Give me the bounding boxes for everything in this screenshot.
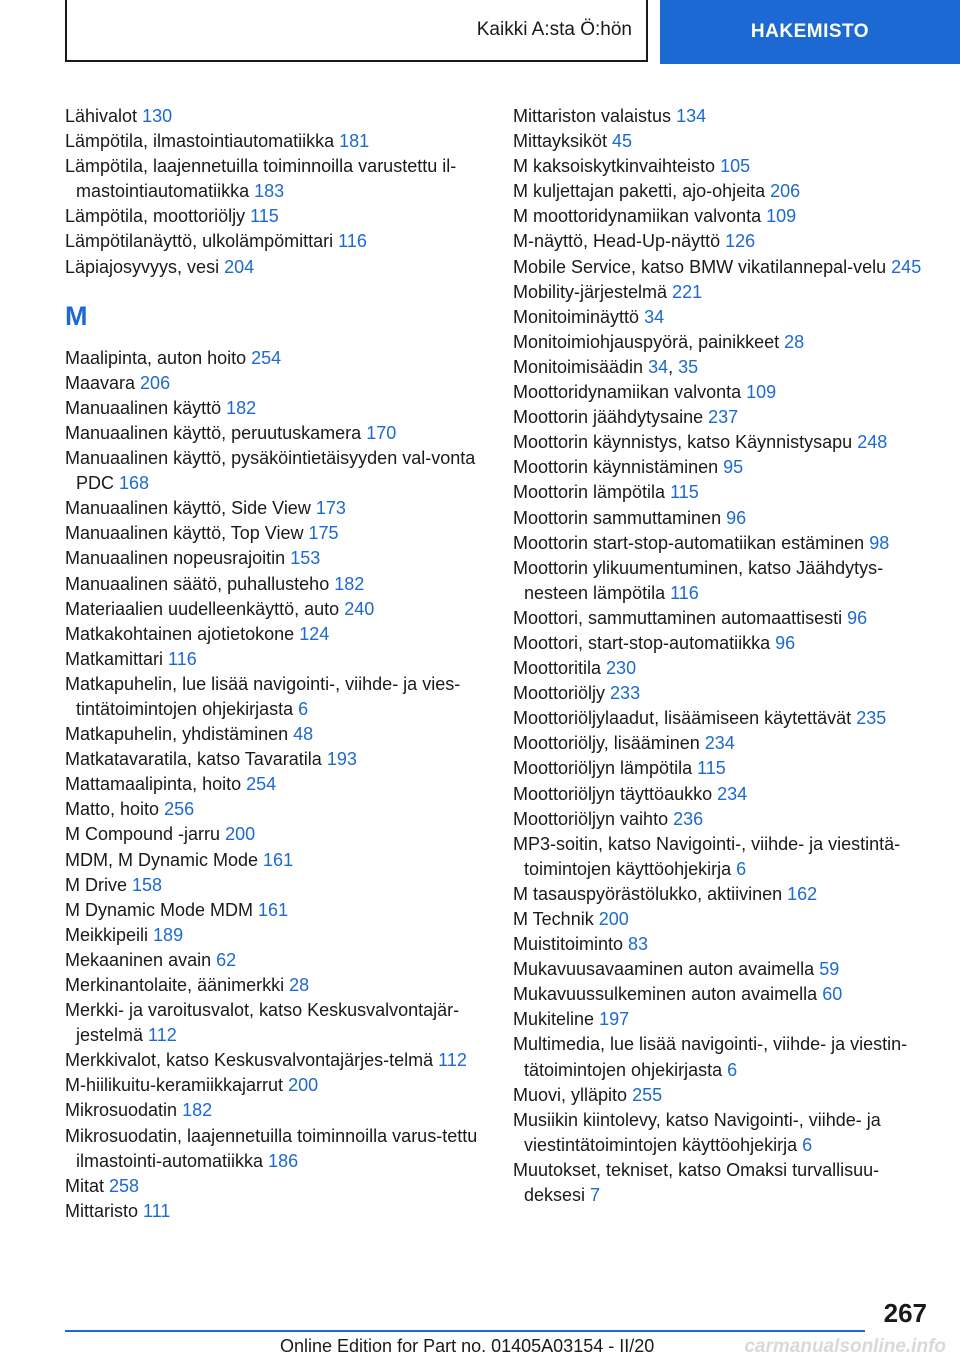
page-link[interactable]: 34 [644,306,665,327]
index-entry [65,371,495,396]
index-entry [513,1083,933,1108]
entry-text: Moottoriöljy [513,683,606,704]
page-link[interactable]: 96 [847,607,868,628]
page-link[interactable]: 34 [648,356,669,377]
entry-text: Moottoriöljyn täyttöaukko [513,783,713,804]
index-entry [65,446,495,496]
index-entry [513,556,933,606]
index-entry [65,204,495,229]
page-link[interactable]: 6 [727,1059,738,1080]
entry-text: Moottori, sammuttaminen automaattisesti [513,607,843,628]
entry-text: Matto, hoito [65,799,160,820]
index-entry [65,1124,495,1174]
entry-text: Moottoritila [513,658,602,679]
page-link[interactable]: 233 [610,683,641,704]
entry-text: Merkkivalot, katso Keskusvalvontajärjes-telmä [65,1050,434,1071]
page-link[interactable]: 204 [224,256,255,277]
page-link[interactable]: 235 [856,708,887,729]
index-entry [513,606,933,631]
entry-text: Maalipinta, auton hoito [65,347,247,368]
index-entry [65,998,495,1048]
page-link[interactable]: 206 [770,181,801,202]
entry-text: Muutokset, tekniset, katso Omaksi turvallisuu-deksesi [513,1159,880,1206]
index-entry [513,932,933,957]
entry-text: Manuaalinen käyttö, Side View [65,498,311,519]
entry-text: Mekaaninen avain [65,949,212,970]
index-entry [513,882,933,907]
page-link[interactable]: 183 [254,181,285,202]
page-link[interactable]: 245 [891,256,922,277]
page-link[interactable]: 116 [168,648,197,669]
page-link[interactable]: 45 [612,131,633,152]
page-link[interactable]: 248 [857,432,888,453]
page-link[interactable]: 126 [725,231,756,252]
section-entries [513,104,933,1208]
tab-a-to-o[interactable]: Kaikki A:sta Ö:hön [65,0,648,62]
index-entry [513,982,933,1007]
entry-text: Manuaalinen käyttö, peruutuskamera [65,422,362,443]
page-link[interactable]: 48 [293,724,314,745]
entry-text: Manuaalinen säätö, puhallusteho [65,573,330,594]
page-link[interactable]: 200 [598,909,629,929]
page-link[interactable]: 28 [289,975,310,995]
page-link[interactable]: 234 [717,783,748,804]
page-link[interactable]: 182 [334,573,365,594]
page-link[interactable]: 28 [784,331,805,352]
entry-text: M moottoridynamiikan valvonta [513,206,762,227]
entry-text: Lämpötila, ilmastointiautomatiikka [65,131,335,152]
page-link[interactable]: 111 [143,1200,171,1221]
index-entry [65,1073,495,1098]
page-link[interactable]: 162 [787,883,818,904]
index-entry [65,647,495,672]
page-link[interactable]: 182 [226,397,257,418]
entry-text: Merkinantolaite, äänimerkki [65,975,285,995]
index-entry [65,572,495,597]
page-link[interactable]: 161 [263,849,294,870]
index-entry [65,622,495,647]
entry-text: Manuaalinen käyttö, Top View [65,523,304,544]
page-link[interactable]: 221 [672,281,703,302]
index-entry [513,380,933,405]
index-entry [513,1108,933,1158]
entry-text: Merkki- ja varoitusvalot, katso Keskusvalvontajär-jestelmä [65,1000,460,1046]
index-entry [65,229,495,254]
page-link[interactable]: 62 [216,949,237,970]
entry-text: Mitat [65,1175,105,1196]
entry-text: Läpiajosyvyys, vesi [65,256,220,277]
entry-text: M kuljettajan paketti, ajo-ohjeita [513,181,766,202]
index-entry: Monitoimisäädin 34, 35 [513,356,699,377]
entry-text: Moottorin ylikuumentuminen, katso Jäähdytys-nesteen lämpötila [513,557,884,603]
page-link[interactable]: 255 [632,1084,663,1105]
index-entry [513,782,933,807]
page-link[interactable]: 115 [697,758,726,779]
index-entry [513,681,933,706]
page-link[interactable]: 258 [109,1175,140,1196]
page-link[interactable]: 59 [819,959,840,980]
page-link[interactable]: 189 [153,924,184,945]
index-entry [513,731,933,756]
index-entry [513,756,933,781]
index-entry [65,822,495,847]
entry-text: Mikrosuodatin [65,1100,178,1121]
page-link[interactable]: 6 [736,858,747,879]
page-link[interactable]: 105 [720,156,751,177]
page-link[interactable]: 112 [148,1025,177,1046]
entry-text: Moottoriöljyn lämpötila [513,758,693,779]
entry-text: Mobile Service, katso BMW vikatilannepal-velu [513,256,887,277]
entry-text: Lämpötila, laajennetuilla toiminnoilla varustettu il-mastointiautomatiikka [65,156,457,202]
entry-text: Lämpötila, moottoriöljy [65,206,246,227]
index-entry [513,706,933,731]
page-link[interactable]: 234 [704,733,735,754]
page-link[interactable]: 158 [132,874,163,895]
entry-text: MP3-soitin, katso Navigointi-, viihde- ja viestintä-toimintojen käyttöohjekirja [513,833,901,879]
index-entry [513,305,933,330]
page-link[interactable]: 116 [338,231,367,252]
index-entry [513,907,933,932]
entry-text: Mobility-järjestelmä [513,281,668,302]
entry-text: MDM, M Dynamic Mode [65,849,259,870]
index-entry [513,832,933,882]
page-link[interactable]: 115 [250,206,279,227]
page-link[interactable]: 254 [251,347,282,368]
entry-text: Lähivalot [65,106,138,126]
page-link[interactable]: 170 [366,422,397,443]
page-link[interactable]: 35 [678,356,699,377]
entry-text: Matkatavaratila, katso Tavaratila [65,749,322,770]
index-entry [65,421,495,446]
page-link[interactable]: 173 [315,498,346,519]
entry-text: Mattamaalipinta, hoito [65,774,242,795]
page-link[interactable]: 237 [708,407,739,428]
header-tabs [65,0,960,64]
index-entry [65,1174,495,1199]
index-entry [65,923,495,948]
entry-text: Manuaalinen käyttö [65,397,222,418]
entry-text: Mukavuusavaaminen auton avaimella [513,959,815,980]
page-link[interactable]: 134 [676,106,707,126]
index-entry [513,506,933,531]
page-link[interactable]: 60 [822,984,843,1005]
index-entry [65,722,495,747]
entry-text: Muovi, ylläpito [513,1084,628,1105]
index-entry [513,255,933,280]
index-entry [513,957,933,982]
entry-text: Lämpötilanäyttö, ulkolämpömittari [65,231,334,252]
page-link[interactable]: 256 [164,799,195,820]
entry-text: Moottorin käynnistäminen [513,457,719,478]
entry-text: Matkamittari [65,648,164,669]
index-entry [513,480,933,505]
entry-text: M Drive [65,874,127,895]
index-entry [65,747,495,772]
page-link[interactable]: 6 [298,698,309,719]
page-link[interactable]: 200 [225,824,256,845]
index-entry [513,455,933,480]
entry-text: Mukiteline [513,1009,595,1030]
index-entry [513,1158,933,1208]
entry-text: M-hiilikuitu-keramiikkajarrut [65,1075,284,1096]
index-entry [65,546,495,571]
page-link[interactable]: 230 [606,658,637,679]
page-link[interactable]: 96 [775,632,796,653]
page-link[interactable]: 130 [142,106,173,126]
page-link[interactable]: 193 [326,749,357,770]
entry-text: Moottoriöljyn vaihto [513,808,669,829]
index-entry [65,496,495,521]
page-link[interactable]: 109 [746,382,777,403]
page-link[interactable]: 98 [869,532,890,553]
entry-text: Moottorin sammuttaminen [513,507,722,528]
page-link[interactable]: 96 [726,507,747,528]
page-number: 267 [883,1298,927,1328]
entry-text: M Dynamic Mode MDM [65,899,254,920]
index-entry [65,1199,495,1224]
index-entry [65,948,495,973]
page-link[interactable]: 186 [268,1150,299,1171]
page-link[interactable]: 109 [766,206,797,227]
index-entry [65,346,495,371]
entry-text: Moottorin käynnistys, katso Käynnistysapu [513,432,853,453]
index-entry [513,807,933,832]
entry-text: Mikrosuodatin, laajennetuilla toiminnoilla varus-tettu ilmastointi-automatiikka [65,1125,478,1171]
index-entry [513,1007,933,1032]
entry-text: Materiaalien uudelleenkäyttö, auto [65,598,340,619]
index-entry [513,229,933,254]
entry-text: M kaksoiskytkinvaihteisto [513,156,716,177]
page-link[interactable]: 83 [628,934,649,955]
edition-text: Online Edition for Part no. 01405A03154 - II/20 [280,1336,655,1356]
entry-text: Monitoimiohjauspyörä, painikkeet [513,331,780,352]
page-link[interactable]: 115 [670,482,699,503]
index-entry [513,631,933,656]
entry-text: Matkapuhelin, yhdistäminen [65,724,289,745]
index-entry [65,255,495,280]
index-entry [513,154,933,179]
entry-text: Multimedia, lue lisää navigointi-, viihde- ja viestin-tätoimintojen ohjekirjasta [513,1034,908,1080]
entry-text: M Technik [513,909,594,929]
index-entry [513,430,933,455]
index-column-right [513,104,933,1208]
entry-text: Moottorin start-stop-automatiikan estäminen [513,532,865,553]
entry-text: Moottoriöljy, lisääminen [513,733,700,754]
entry-text: M Compound -jarru [65,824,221,845]
entry-text: M-näyttö, Head-Up-näyttö [513,231,721,252]
index-entry [65,1098,495,1123]
entry-text: Manuaalinen nopeusrajoitin [65,548,286,569]
page-link[interactable]: 168 [119,473,150,494]
index-entry [513,179,933,204]
entry-text: Monitoiminäyttö [513,306,640,327]
page-link[interactable]: 197 [599,1009,630,1030]
pre-section-entries [65,104,495,280]
index-entry [65,973,495,998]
entry-text: Mittayksiköt [513,131,608,152]
index-entry [513,280,933,305]
page-link[interactable]: 206 [140,372,171,393]
page-link[interactable]: 181 [339,131,370,152]
index-entry [65,797,495,822]
entry-text: Matkapuhelin, lue lisää navigointi-, viihde- ja vies-tintätoimintojen ohjekirjasta [65,673,461,719]
index-entry [65,772,495,797]
page-link[interactable]: 161 [258,899,289,920]
entry-text: Meikkipeili [65,924,149,945]
entry-text: Moottorin jäähdytysaine [513,407,704,428]
page-link[interactable]: 175 [308,523,339,544]
page-link[interactable]: 153 [290,548,321,569]
page-link[interactable]: 95 [723,457,744,478]
page-link[interactable]: 200 [288,1075,319,1096]
entry-text: M tasauspyörästölukko, aktiivinen [513,883,783,904]
index-entry [65,104,495,129]
index-entry [513,531,933,556]
entry-text: Moottorin lämpötila [513,482,666,503]
entry-text: Mittariston valaistus [513,106,672,126]
index-entry [513,204,933,229]
entry-text: Moottoriöljylaadut, lisäämiseen käytettävät [513,708,852,729]
page-link[interactable]: 7 [590,1185,601,1206]
entry-text: Musiikin kiintolevy, katso Navigointi-, viihde- ja viestintätoimintojen käyttöohjekirja [513,1109,881,1155]
index-entry [65,848,495,873]
index-entry [65,1048,495,1073]
section-entries [65,346,495,1224]
entry-text: Muistitoiminto [513,934,624,955]
index-entry [65,873,495,898]
page-link[interactable]: 112 [438,1050,467,1071]
index-entry [65,597,495,622]
index-entry [513,330,933,355]
index-entry [513,656,933,681]
index-entry [65,154,495,204]
tab-index[interactable]: HAKEMISTO [660,0,960,64]
entry-text: Moottori, start-stop-automatiikka [513,632,771,653]
index-entry [513,1032,933,1082]
page-link[interactable]: 254 [246,774,277,795]
index-entry [65,129,495,154]
entry-text: Matkakohtainen ajotietokone [65,623,295,644]
index-entry [513,405,933,430]
entry-text: Moottoridynamiikan valvonta [513,382,742,403]
page-link[interactable]: 182 [182,1100,213,1121]
index-entry [513,129,933,154]
section-letter: M [65,300,88,331]
page-link[interactable]: 6 [802,1134,813,1155]
index-entry [65,521,495,546]
entry-text: Mukavuussulkeminen auton avaimella [513,984,818,1005]
page-link[interactable]: 240 [344,598,375,619]
page-link[interactable]: 124 [299,623,330,644]
entry-text: Mittaristo [65,1200,139,1221]
page-link[interactable]: 116 [670,582,699,603]
entry-text: Maavara [65,372,136,393]
page-link[interactable]: 236 [673,808,704,829]
index-entry [65,672,495,722]
entry-text: Monitoimisäädin [513,356,644,377]
entry-text: Manuaalinen käyttö, pysäköintietäisyyden val-vonta PDC [65,448,476,494]
index-entry [513,104,933,129]
footer-divider [65,1330,865,1332]
index-column-left [65,104,495,1224]
watermark-logo: carmanualsonline.info [744,1336,946,1357]
index-entry [65,898,495,923]
index-entry [65,396,495,421]
